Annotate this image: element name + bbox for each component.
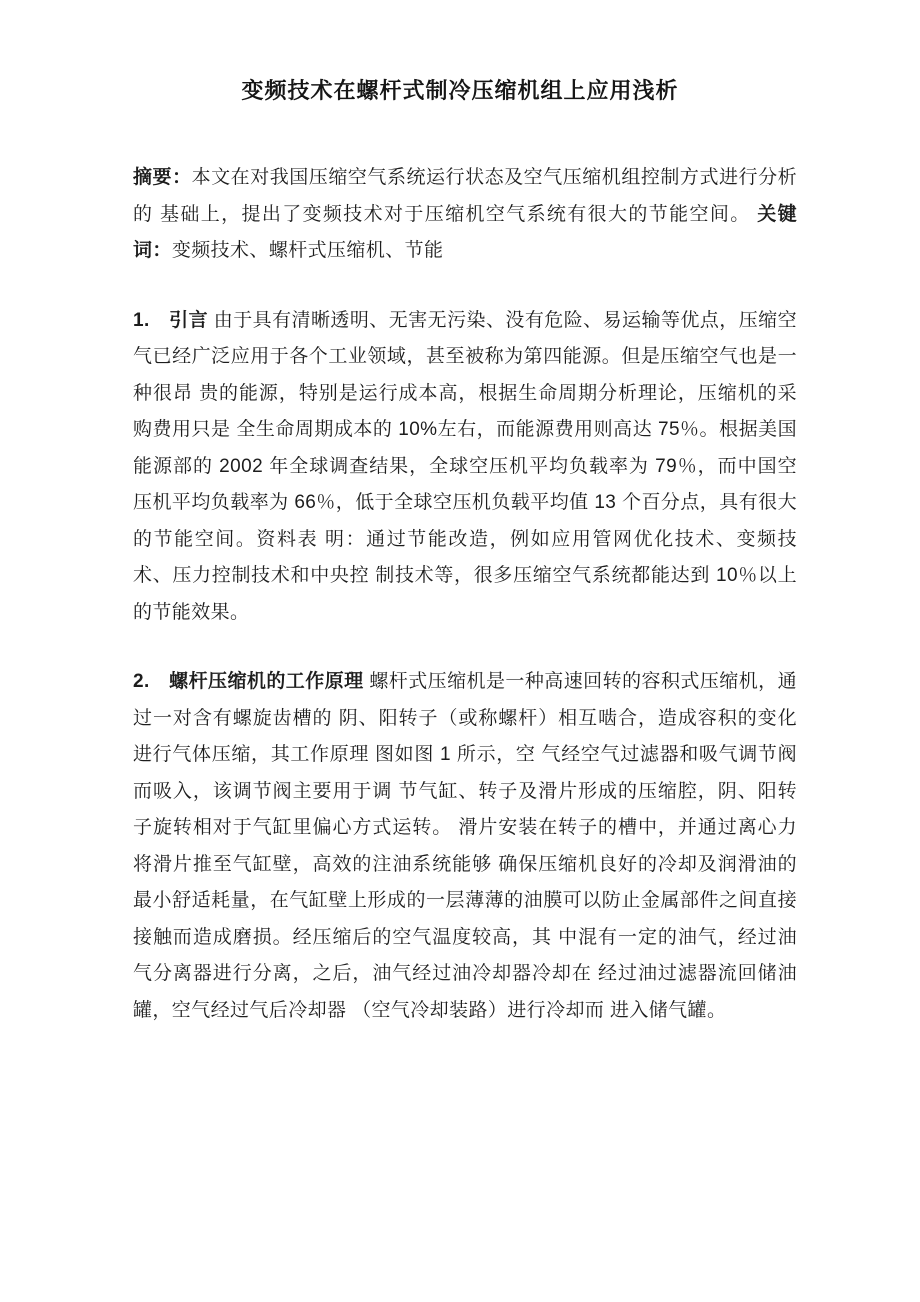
bold-text-run: 摘要：	[133, 167, 192, 188]
text-run: 本文在对我国压缩空气系统运行状态及空气压缩机组控制方式进行分析的 基础上，提出了变频技术对于压缩机空气系统有很大的节能空间。	[133, 167, 798, 225]
document-title: 变频技术在螺杆式制冷压缩机组上应用浅析	[241, 78, 679, 103]
bold-text-run: 关键词：	[133, 203, 797, 261]
text-run	[150, 671, 170, 692]
text-run: 螺杆式压缩机是一种高速回转的容积式压缩机，通过一对含有螺旋齿槽的 阴、阳转子（或称螺杆）相互啮合，造成容积的变化进行气体压缩，其工作原理 图如图 1 所示，空 气经空气过滤器和吸气调节阀而吸入，该调节阀主要用于调 节气缸、转子及滑片形成的压缩腔，阴、阳转子旋转相对于气缸里偏心方式运转。 滑片安装在转子的槽中，并通过离心力将滑片推至气缸壁，高效的注油系统能够 确保压缩机良好的冷却及润滑油的最小舒适耗量，在气缸壁上形成的一层薄薄的油膜可以防止金属部件之间直接接触而造成磨损。经压缩后的空气温度较高，其 中混有一定的油气，经过油气分离器进行分离，之后，油气经过油冷却器冷却在 经过油过滤器流回储油罐，空气经过气后冷却器 （空气冷却装路）进行冷却而 进入储气罐。	[133, 671, 798, 1021]
paragraph	[133, 664, 797, 1029]
paragraph	[133, 160, 797, 270]
bold-text-run: 2.	[133, 671, 150, 692]
bold-text-run: 引言	[169, 309, 209, 331]
text-run	[150, 310, 170, 331]
bold-text-run: 1.	[133, 309, 150, 331]
text-run: 变频技术、螺杆式压缩机、节能	[171, 240, 444, 261]
bold-text-run: 螺杆压缩机的工作原理	[169, 671, 364, 692]
paragraph	[133, 303, 797, 632]
document-body	[133, 160, 797, 1062]
text-run: 由于具有清晰透明、无害无污染、没有危险、易运输等优点，压缩空气已经广泛应用于各个工业领域，甚至被称为第四能源。但是压缩空气也是一种很昂 贵的能源，特别是运行成本高，根据生命周期分析理论，压缩机的采购费用只是 全生命周期成本的 10%左右，而能源费用则高达 75％。根据美国能源部的 2002 年全球调查结果，全球空压机平均负载率为 79％，而中国空压机平均负载率为 66％，低于全球空压机负载平均值 13 个百分点，具有很大的节能空间。资料表 明：通过节能改造，例如应用管网优化技术、变频技术、压力控制技术和中央控 制技术等，很多压缩空气系统都能达到 10％以上的节能效果。	[133, 309, 797, 623]
